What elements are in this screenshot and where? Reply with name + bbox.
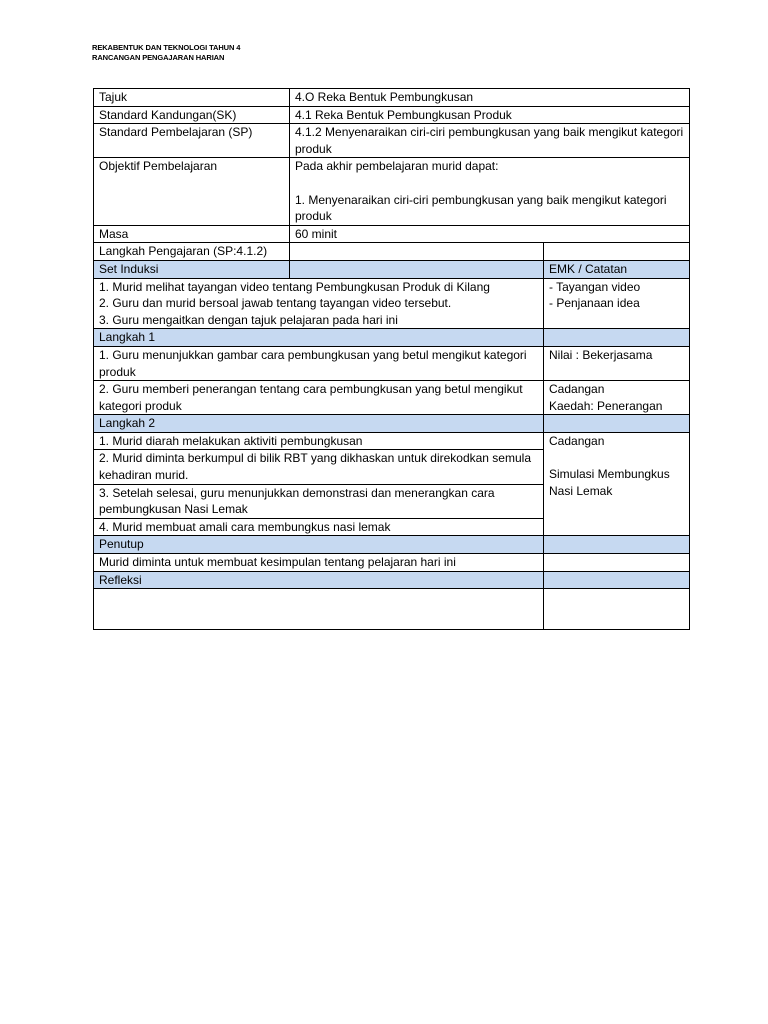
refleksi-header-row [94, 571, 690, 589]
empty-cell [544, 243, 690, 261]
info-row-sp [94, 124, 690, 158]
refleksi-note-cell [544, 589, 690, 630]
langkah1-header-row [94, 329, 690, 347]
info-value: 4.1 Reka Bentuk Pembungkusan Produk [290, 106, 690, 124]
info-row-objektif [94, 158, 690, 225]
lesson-plan-table [93, 88, 690, 630]
step-text: 2. Murid diminta berkumpul di bilik RBT yang dikhaskan untuk direkodkan semula kehadiran murid. [94, 450, 544, 484]
section-title: Penutup [94, 536, 544, 554]
penutup-header-row [94, 536, 690, 554]
section-title: Langkah 2 [94, 415, 544, 433]
empty-cell [544, 329, 690, 347]
info-value: 4.O Reka Bentuk Pembungkusan [290, 89, 690, 107]
info-value: 4.1.2 Menyenaraikan ciri-ciri pembungkusan yang baik mengikut kategori produk [290, 124, 690, 158]
info-label: Tajuk [94, 89, 290, 107]
langkah2-header-row [94, 415, 690, 433]
info-row-masa [94, 225, 690, 243]
info-row-sk [94, 106, 690, 124]
step-text: 1. Murid diarah melakukan aktiviti pembungkusan [94, 432, 544, 450]
empty-cell [544, 536, 690, 554]
empty-cell [544, 415, 690, 433]
penutup-row [94, 554, 690, 572]
step-note: Nilai : Bekerjasama [544, 346, 690, 380]
header-plan-title: RANCANGAN PENGAJARAN HARIAN [92, 53, 225, 62]
step-text: 4. Murid membuat amali cara membungkus nasi lemak [94, 518, 544, 536]
info-label: Masa [94, 225, 290, 243]
set-induksi-row [94, 278, 690, 329]
info-label: Standard Pembelajaran (SP) [94, 124, 290, 158]
document-header [92, 43, 240, 63]
info-row-tajuk [94, 89, 690, 107]
set-induksi-steps: 1. Murid melihat tayangan video tentang Pembungkusan Produk di Kilang 2. Guru dan murid bersoal jawab tentang tayangan video tersebut. 3. Guru mengaitkan dengan tajuk pelajaran pada hari ini [94, 278, 544, 329]
section-title: Set Induksi [94, 260, 290, 278]
step-text: 1. Guru menunjukkan gambar cara pembungkusan yang betul mengikut kategori produk [94, 346, 544, 380]
emk-header: EMK / Catatan [544, 260, 690, 278]
set-induksi-header-row [94, 260, 690, 278]
langkah1-row [94, 346, 690, 380]
info-label: Objektif Pembelajaran [94, 158, 290, 225]
section-title: Refleksi [94, 571, 544, 589]
step-note: Cadangan Kaedah: Penerangan [544, 381, 690, 415]
langkah-pengajaran-row [94, 243, 690, 261]
langkah2-row [94, 432, 690, 450]
header-subject: REKABENTUK DAN TEKNOLOGI TAHUN 4 [92, 43, 241, 52]
langkah1-row [94, 381, 690, 415]
empty-cell [290, 260, 544, 278]
refleksi-text-cell [94, 589, 544, 630]
step-text: 2. Guru memberi penerangan tentang cara pembungkusan yang betul mengikut kategori produk [94, 381, 544, 415]
step-text: 3. Setelah selesai, guru menunjukkan demonstrasi dan menerangkan cara pembungkusan Nasi Lemak [94, 484, 544, 518]
langkah-pengajaran-label: Langkah Pengajaran (SP:4.1.2) [94, 243, 290, 261]
info-value: Pada akhir pembelajaran murid dapat: 1. Menyenaraikan ciri-ciri pembungkusan yang baik mengikut kategori produk [290, 158, 690, 225]
empty-cell [290, 243, 544, 261]
langkah2-note: Cadangan Simulasi Membungkus Nasi Lemak [544, 432, 690, 536]
info-label: Standard Kandungan(SK) [94, 106, 290, 124]
penutup-text: Murid diminta untuk membuat kesimpulan tentang pelajaran hari ini [94, 554, 544, 572]
set-induksi-notes: - Tayangan video - Penjanaan idea [544, 278, 690, 329]
empty-cell [544, 554, 690, 572]
empty-cell [544, 571, 690, 589]
refleksi-row [94, 589, 690, 630]
section-title: Langkah 1 [94, 329, 544, 347]
info-value: 60 minit [290, 225, 690, 243]
